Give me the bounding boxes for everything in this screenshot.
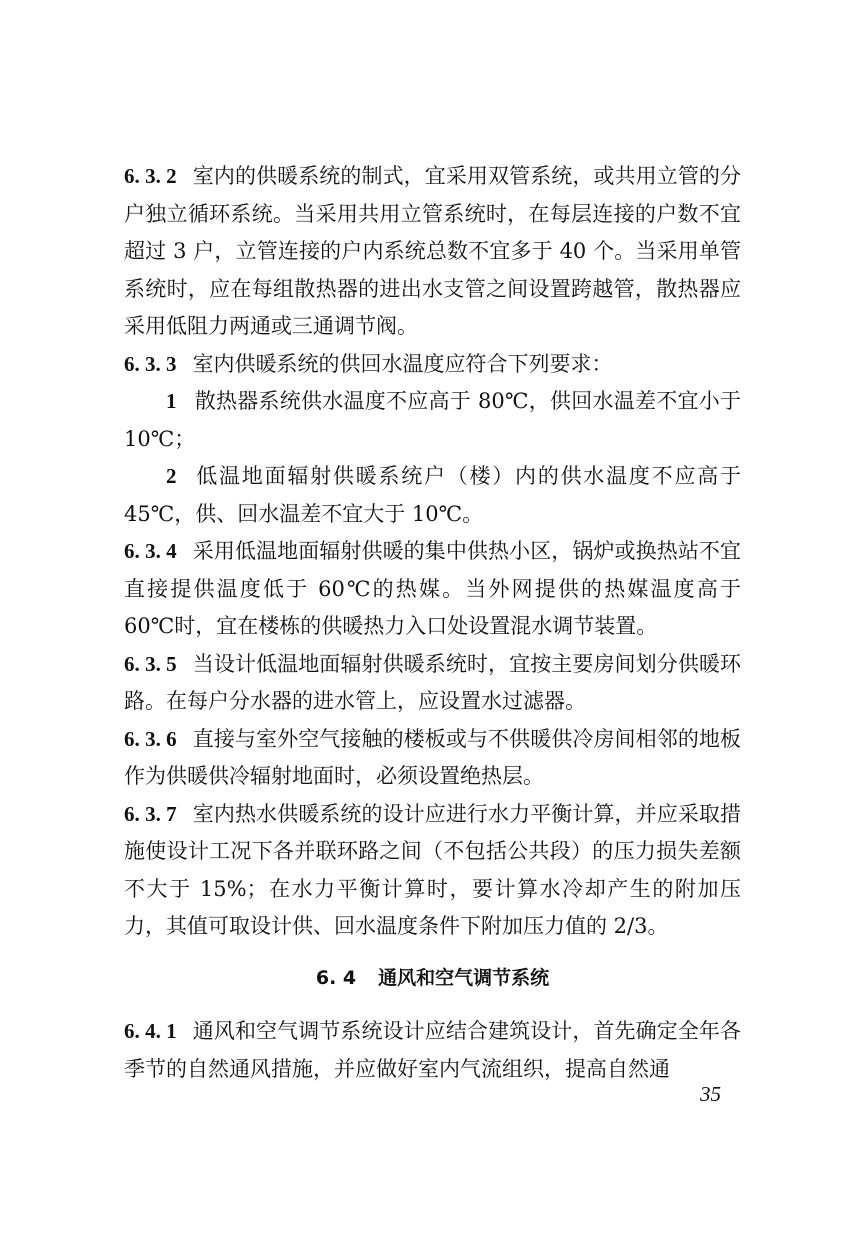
section-heading: [124, 960, 741, 998]
clause-number: 6. 3. 4: [124, 539, 177, 563]
section-number: 6. 4: [315, 966, 357, 989]
clause-text: 直接与室外空气接触的楼板或与不供暖供冷房间相邻的地板作为供暖供冷辐射地面时，必须设置绝热层。: [124, 726, 742, 788]
clause-6-4-1: [124, 1013, 741, 1088]
clause-number: 6. 3. 6: [124, 726, 177, 751]
clause-number: 6. 4. 1: [124, 1019, 177, 1043]
clause-6-3-6: [124, 721, 741, 796]
clause-6-3-5: [124, 646, 741, 721]
page-number: 35: [700, 1082, 721, 1106]
clause-6-3-3: [124, 346, 741, 384]
clause-number: 6. 3. 7: [124, 801, 177, 826]
item-text: 散热器系统供水温度不应高于 80℃，供回水温差不宜小于 10℃；: [124, 389, 741, 451]
clause-6-3-4: [124, 533, 741, 646]
clause-number: 6. 3. 5: [124, 651, 177, 676]
clause-number: 6. 3. 3: [124, 351, 177, 376]
clause-text: 室内的供暖系统的制式，宜采用双管系统，或共用立管的分户独立循环系统。当采用共用立管系统时，在每层连接的户数不宜超过 3 户，立管连接的户内系统总数不宜多于 40 个。当采用单管系统时，应在每组散热器的进出水支管之间设置跨越管，散热器应采用低阻力两通或三通调节阀。: [124, 164, 742, 338]
item-number: 1: [166, 389, 177, 413]
item-number: 2: [166, 464, 177, 488]
clause-6-3-3-item-2: [124, 458, 741, 533]
document-page: [124, 158, 741, 1088]
item-text: 低温地面辐射供暖系统户（楼）内的供水温度不应高于 45℃，供、回水温差不宜大于 10℃。: [124, 464, 741, 526]
clause-6-3-7: [124, 796, 741, 946]
clause-text: 室内供暖系统的供回水温度应符合下列要求：: [192, 351, 613, 376]
clause-number: 6. 3. 2: [124, 164, 177, 188]
clause-text: 室内热水供暖系统的设计应进行水力平衡计算，并应采取措施使设计工况下各并联环路之间（不包括公共段）的压力损失差额不大于 15%；在水力平衡计算时，要计算水冷却产生的附加压力，其值可取设计供、回水温度条件下附加压力值的 2/3。: [124, 801, 742, 938]
clause-text: 采用低温地面辐射供暖的集中供热小区，锅炉或换热站不宜直接提供温度低于 60℃的热媒。当外网提供的热媒温度高于 60℃时，宜在楼栋的供暖热力入口处设置混水调节装置。: [124, 539, 742, 638]
section-title: 通风和空气调节系统: [378, 966, 550, 989]
clause-6-3-2: [124, 158, 741, 346]
clause-text: 当设计低温地面辐射供暖系统时，宜按主要房间划分供暖环路。在每户分水器的进水管上，应设置水过滤器。: [124, 651, 742, 713]
clause-text: 通风和空气调节系统设计应结合建筑设计，首先确定全年各季节的自然通风措施，并应做好室内气流组织，提高自然通: [124, 1019, 742, 1081]
clause-6-3-3-item-1: [124, 383, 741, 458]
